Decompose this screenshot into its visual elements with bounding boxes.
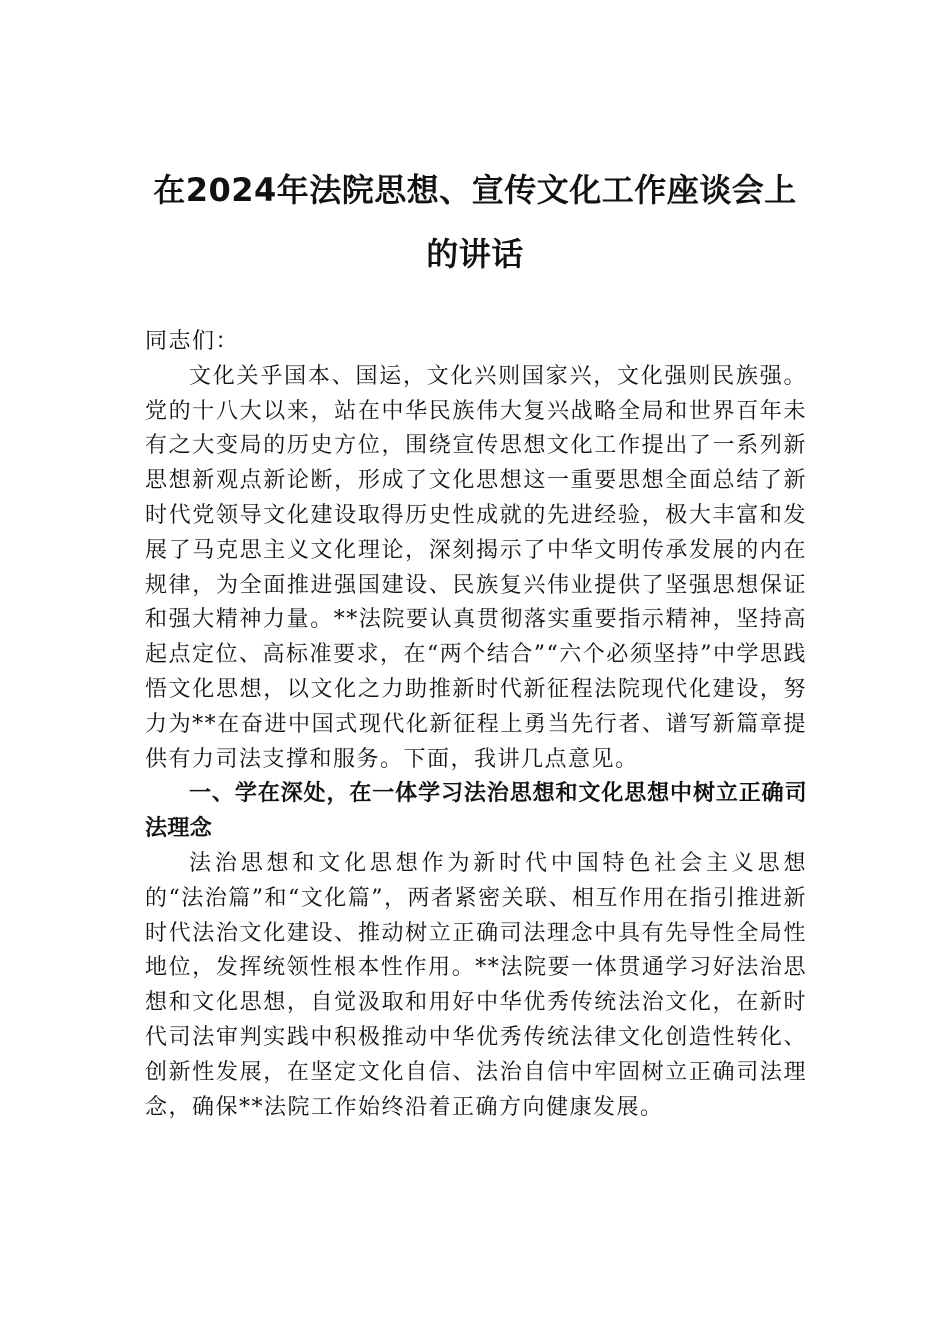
intro-paragraph: 文化关乎国本、国运，文化兴则国家兴，文化强则民族强。党的十八大以来，站在中华民族伟大复兴战略全局和世界百年未有之大变局的历史方位，围绕宣传思想文化工作提出了一系列新思想新观点新论断，形成了文化思想这一重要思想全面总结了新时代党领导文化建设取得历史性成就的先进经验，极大丰富和发展了马克思主义文化理论，深刻揭示了中华文明传承发展的内在规律，为全面推进强国建设、民族复兴伟业提供了坚强思想保证和强大精神力量。**法院要认真贯彻落实重要指示精神，坚持高起点定位、高标准要求，在“两个结合”“六个必须坚持”中学思践悟文化思想，以文化之力助推新时代新征程法院现代化建设，努力为**在奋进中国式现代化新征程上勇当先行者、谱写新篇章提供有力司法支撑和服务。下面，我讲几点意见。 bbox=[145, 363, 807, 772]
salutation: 同志们： bbox=[145, 329, 240, 354]
section-paragraph: 法治思想和文化思想作为新时代中国特色社会主义思想的“法治篇”和“文化篇”，两者紧密关联、相互作用在指引推进新时代法治文化建设、推动树立正确司法理念中具有先导性全局性地位，发挥统领性根本性作用。**法院要一体贯通学习好法治思想和文化思想，自觉汲取和用好中华优秀传统法治文化，在新时代司法审判实践中积极推动中华优秀传统法律文化创造性转化、创新性发展，在坚定文化自信、法治自信中牢固树立正确司法理念，确保**法院工作始终沿着正确方向健康发展。 bbox=[145, 850, 807, 1120]
section-heading: 一、学在深处，在一体学习法治思想和文化思想中树立正确司法理念 bbox=[145, 781, 807, 842]
document-title: 在2024年法院思想、宣传文化工作座谈会上的讲话 bbox=[153, 171, 797, 273]
document-body bbox=[145, 325, 807, 1125]
